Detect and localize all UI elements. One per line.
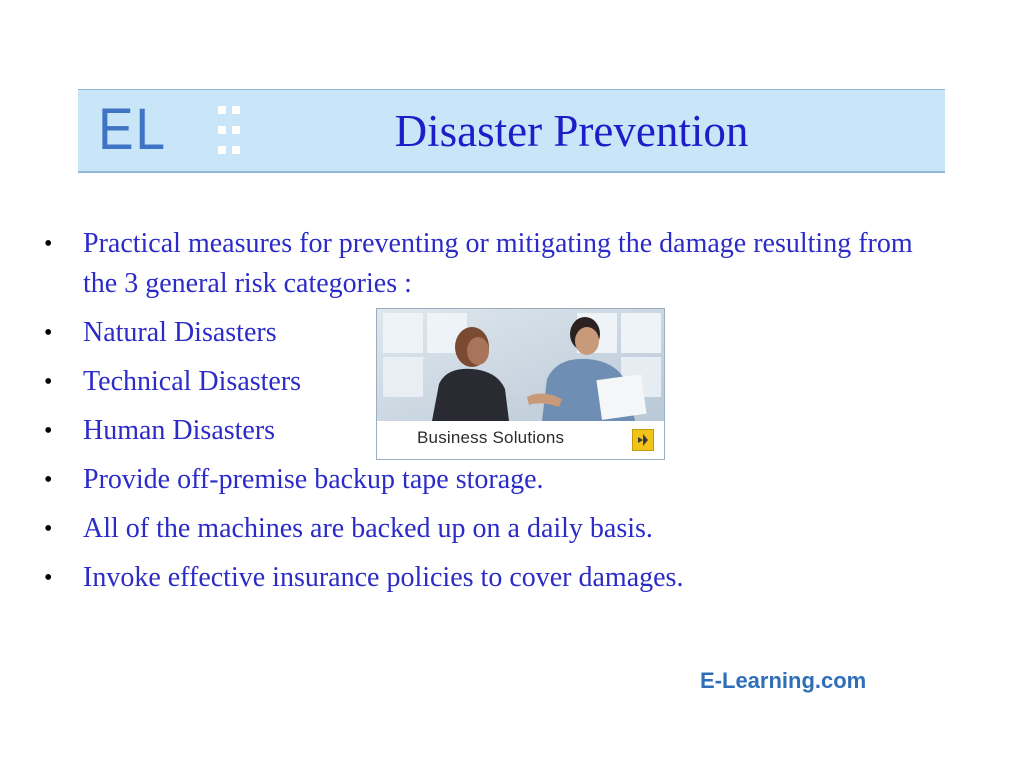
slide-title: Disaster Prevention xyxy=(394,106,749,156)
dots-decoration-icon xyxy=(214,98,242,162)
bullet-icon: • xyxy=(44,565,53,591)
bullet-icon: • xyxy=(44,369,53,395)
bullet-item: • Practical measures for preventing or mitigating the damage resulting from the 3 general risk categories : xyxy=(42,224,922,304)
image-caption: Business Solutions xyxy=(417,428,565,447)
arrow-icon[interactable] xyxy=(632,429,654,451)
bullet-item: • Natural Disasters xyxy=(42,313,922,353)
bullet-icon: • xyxy=(44,467,53,493)
bullet-icon: • xyxy=(44,418,53,444)
bullet-item: • Provide off-premise backup tape storage. xyxy=(42,460,922,500)
footer-brand: E-Learning.com xyxy=(700,668,867,693)
title-band xyxy=(78,89,945,173)
el-logo: EL xyxy=(98,97,167,162)
bullet-icon: • xyxy=(44,516,53,542)
bullet-icon: • xyxy=(44,320,53,346)
bullet-item: • Invoke effective insurance policies to cover damages. xyxy=(42,558,922,598)
bullet-item: • All of the machines are backed up on a daily basis. xyxy=(42,509,922,549)
business-solutions-image xyxy=(376,308,665,460)
bullet-item: • Technical Disasters xyxy=(42,362,922,402)
bullet-item: • Human Disasters xyxy=(42,411,922,451)
bullet-icon: • xyxy=(44,231,53,257)
